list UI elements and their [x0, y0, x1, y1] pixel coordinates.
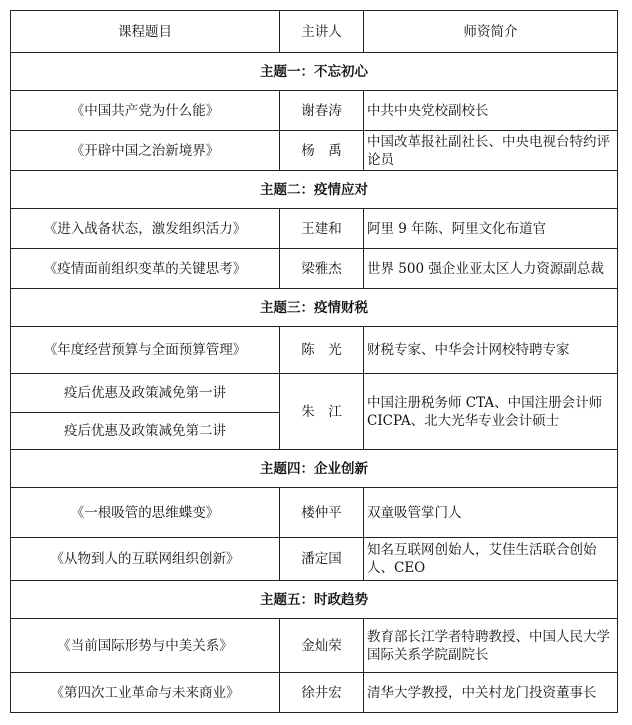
course-title: 《进入战备状态，激发组织活力》: [11, 209, 280, 249]
table-row: [11, 619, 618, 673]
theme-row: [11, 581, 618, 619]
table-row: [11, 249, 618, 289]
table-row: [11, 374, 618, 413]
theme-title: 主题二：疫情应对: [11, 171, 618, 209]
speaker-bio: 教育部长江学者特聘教授、中国人民大学国际关系学院副院长: [364, 619, 618, 673]
table-row: [11, 538, 618, 581]
speaker-bio: 世界 500 强企业亚太区人力资源副总裁: [364, 249, 618, 289]
table-row: [11, 91, 618, 131]
speaker-bio: 中国注册税务师 CTA、中国注册会计师 CICPA、北大光华专业会计硕士: [364, 374, 618, 450]
speaker-name: 金灿荣: [280, 619, 364, 673]
speaker-bio: 财税专家、中华会计网校特聘专家: [364, 327, 618, 374]
speaker-bio: 知名互联网创始人，艾佳生活联合创始人、CEO: [364, 538, 618, 581]
header-bio: 师资简介: [364, 11, 618, 53]
theme-title: 主题四：企业创新: [11, 450, 618, 488]
course-table: [10, 10, 618, 713]
speaker-name: 潘定国: [280, 538, 364, 581]
course-title: 《当前国际形势与中美关系》: [11, 619, 280, 673]
table-row: [11, 209, 618, 249]
speaker-bio: 清华大学教授，中关村龙门投资董事长: [364, 673, 618, 713]
speaker-bio: 双童吸管掌门人: [364, 488, 618, 538]
course-title: 《从物到人的互联网组织创新》: [11, 538, 280, 581]
speaker-bio: 中共中央党校副校长: [364, 91, 618, 131]
course-title: 疫后优惠及政策减免第一讲: [11, 374, 280, 413]
speaker-name: 王建和: [280, 209, 364, 249]
course-title: 《开辟中国之治新境界》: [11, 131, 280, 171]
table-row: [11, 327, 618, 374]
theme-row: [11, 450, 618, 488]
theme-row: [11, 289, 618, 327]
course-title: 《一根吸管的思维蝶变》: [11, 488, 280, 538]
course-title: 《疫情面前组织变革的关键思考》: [11, 249, 280, 289]
theme-row: [11, 171, 618, 209]
speaker-bio: 中国改革报社副社长、中央电视台特约评论员: [364, 131, 618, 171]
header-speaker: 主讲人: [280, 11, 364, 53]
table-row: [11, 673, 618, 713]
header-course: 课程题目: [11, 11, 280, 53]
theme-title: 主题五：时政趋势: [11, 581, 618, 619]
table-row: [11, 131, 618, 171]
speaker-bio: 阿里 9 年陈、阿里文化布道官: [364, 209, 618, 249]
speaker-name: 梁雅杰: [280, 249, 364, 289]
speaker-name: 杨 禹: [280, 131, 364, 171]
speaker-name: 朱 江: [280, 374, 364, 450]
speaker-name: 楼仲平: [280, 488, 364, 538]
theme-row: [11, 53, 618, 91]
course-title: 《年度经营预算与全面预算管理》: [11, 327, 280, 374]
theme-title: 主题三：疫情财税: [11, 289, 618, 327]
table-row: [11, 488, 618, 538]
header-row: [11, 11, 618, 53]
course-title: 《中国共产党为什么能》: [11, 91, 280, 131]
theme-title: 主题一：不忘初心: [11, 53, 618, 91]
speaker-name: 陈 光: [280, 327, 364, 374]
speaker-name: 谢春涛: [280, 91, 364, 131]
course-title: 《第四次工业革命与未来商业》: [11, 673, 280, 713]
course-title: 疫后优惠及政策减免第二讲: [11, 413, 280, 450]
speaker-name: 徐井宏: [280, 673, 364, 713]
